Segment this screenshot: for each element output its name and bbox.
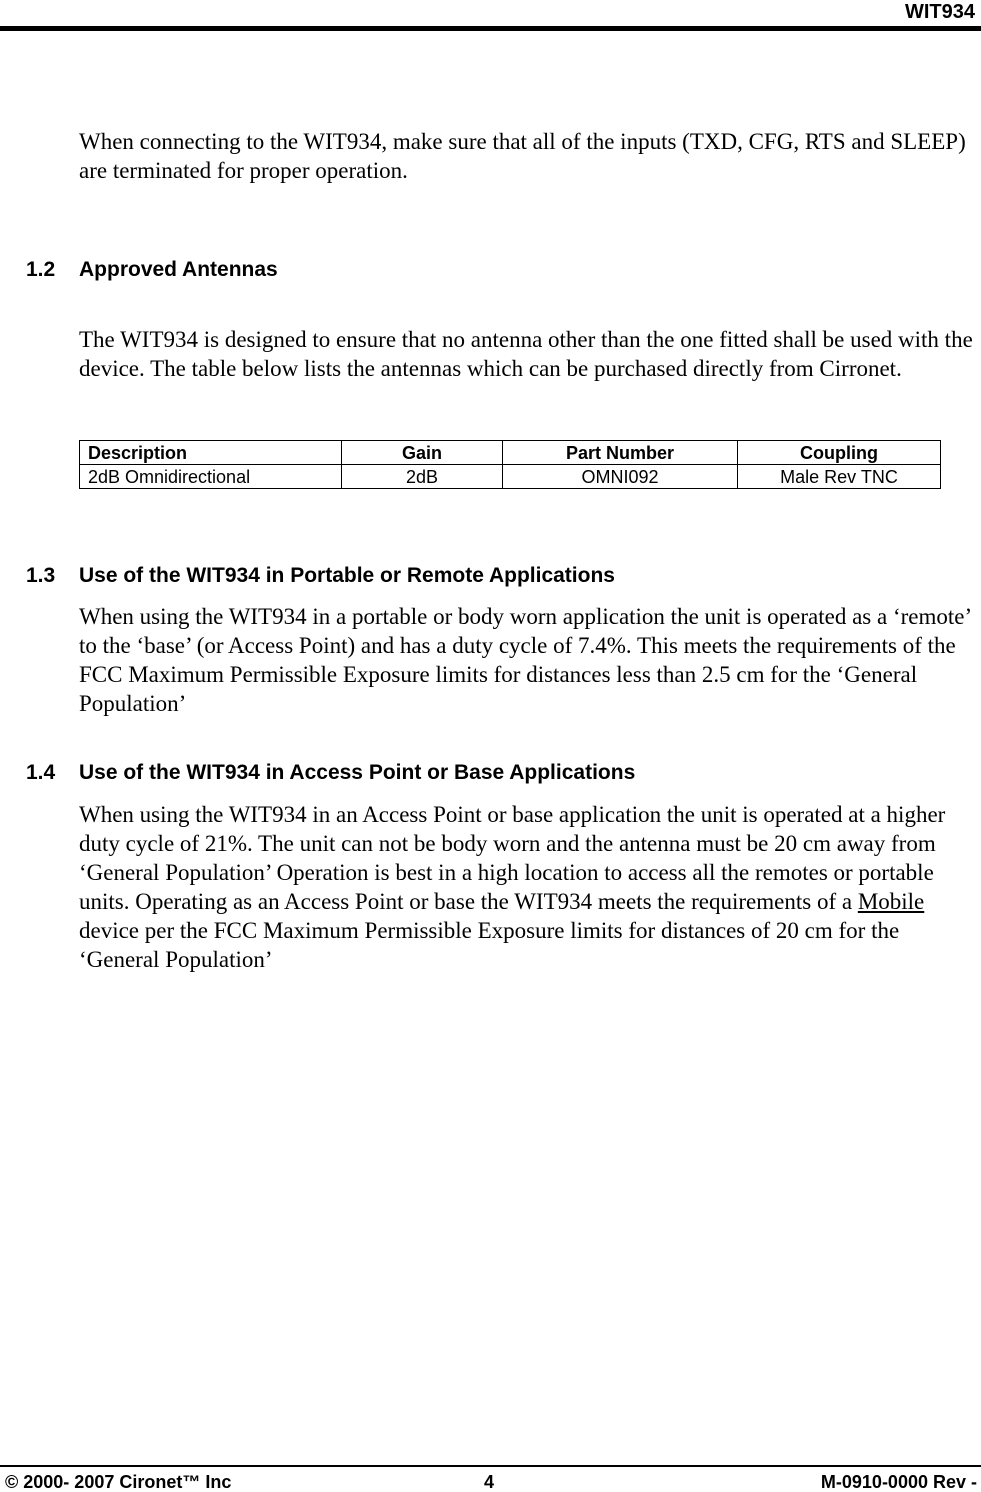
table-row [80, 465, 941, 489]
footer-copyright: © 2000- 2007 Cironet™ Inc [5, 1472, 232, 1492]
body-text-post: device per the FCC Maximum Permissible Exposure limits for distances of 20 cm for the ‘General Population’ [79, 918, 900, 972]
column-header-gain: Gain [342, 441, 503, 465]
section-heading-1-4 [26, 760, 635, 786]
antenna-table [79, 440, 941, 489]
section-heading-1-3 [26, 563, 615, 589]
intro-paragraph: When connecting to the WIT934, make sure that all of the inputs (TXD, CFG, RTS and SLEEP) are terminated for proper operation. [79, 129, 966, 183]
section-heading-1-2 [26, 257, 278, 283]
footer-rule [0, 1465, 981, 1467]
column-header-coupling: Coupling [738, 441, 941, 465]
section-title: Use of the WIT934 in Portable or Remote Applications [79, 564, 615, 587]
section-title: Use of the WIT934 in Access Point or Base Applications [79, 761, 636, 784]
underlined-term: Mobile [857, 889, 925, 914]
section-1-2-body: The WIT934 is designed to ensure that no antenna other than the one fitted shall be used with the device. The table below lists the antennas which can be purchased directly from Cirronet. [79, 327, 973, 381]
column-header-part-number: Part Number [503, 441, 738, 465]
footer-doc-number: M-0910-0000 Rev - [820, 1472, 977, 1492]
cell-coupling: Male Rev TNC [738, 465, 941, 489]
column-header-description: Description [80, 441, 342, 465]
header-title: WIT934 [904, 1, 975, 23]
body-text-pre: When using the WIT934 in an Access Point or base application the unit is operated at a higher duty cycle of 21%. The unit can not be body worn and the antenna must be 20 cm away from ‘General Population’ Operation is best in a high location to access all the remotes or portable units. Operating as an Access Point or base the WIT934 meets the requirements of a [79, 802, 946, 914]
section-number: 1.3 [26, 564, 56, 587]
table-header-row [80, 441, 941, 465]
section-number: 1.2 [26, 258, 56, 281]
header-rule [0, 26, 981, 31]
section-title: Approved Antennas [79, 258, 278, 281]
footer-page-number: 4 [484, 1472, 495, 1492]
cell-gain: 2dB [342, 465, 503, 489]
section-1-3-body: When using the WIT934 in a portable or body worn application the unit is operated as a ‘remote’ to the ‘base’ (or Access Point) and has a duty cycle of 7.4%. This meets the requirements of the FCC Maximum Permissible Exposure limits for distances less than 2.5 cm for the ‘General Population’ [79, 604, 971, 716]
section-number: 1.4 [26, 761, 56, 784]
section-1-4-body [79, 800, 974, 974]
cell-part-number: OMNI092 [503, 465, 738, 489]
cell-description: 2dB Omnidirectional [80, 465, 342, 489]
